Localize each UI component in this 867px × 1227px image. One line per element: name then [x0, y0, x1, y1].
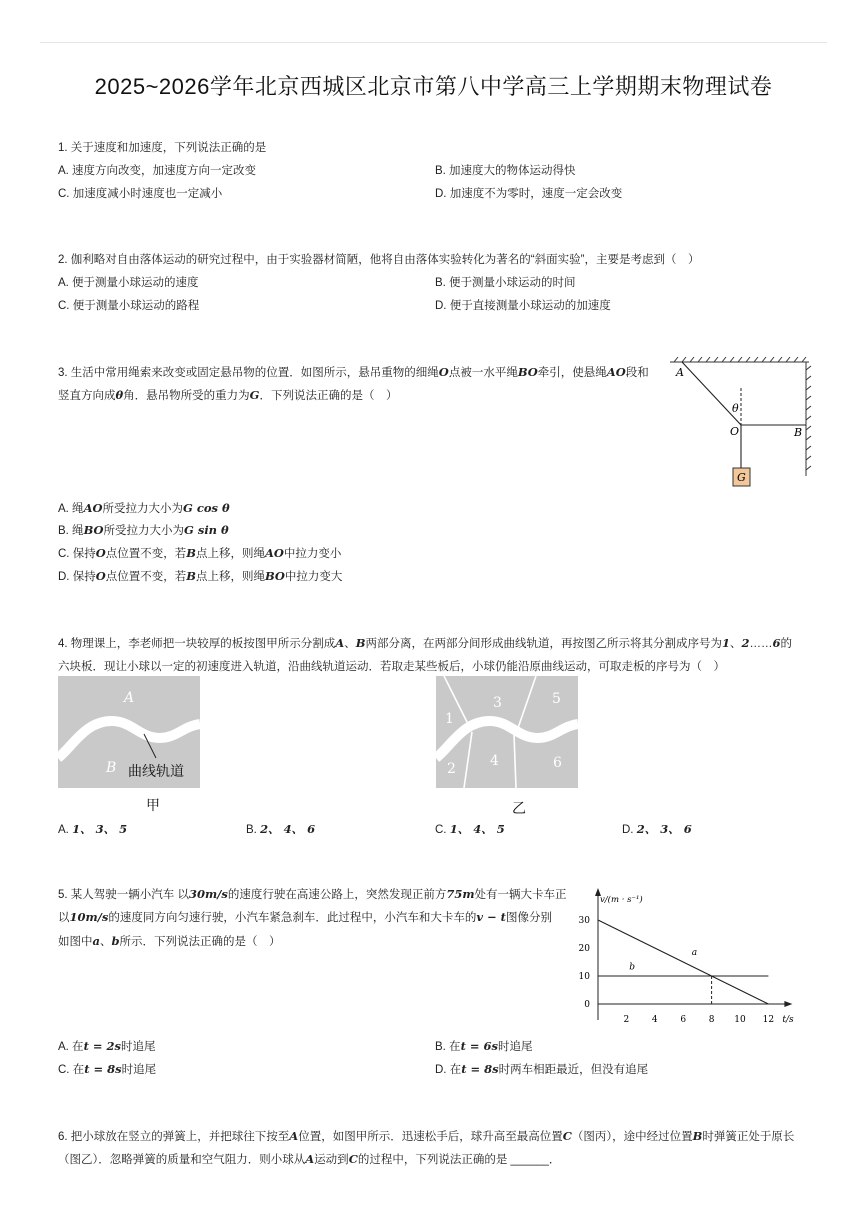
q6-stem-line2: （图乙）．忽略弹簧的质量和空气阻力．则小球从A运动到C的过程中，下列说法正确的是 ______．: [58, 1152, 561, 1166]
q5-option-c[interactable]: C. 在t = 8s时追尾: [58, 1062, 157, 1076]
label-g: G: [737, 471, 746, 484]
y-tick-label: 0: [584, 1000, 590, 1010]
q4-figure-jia: [58, 676, 202, 816]
page-title: 2025~2026学年北京西城区北京市第八中学高三上学期期末物理试卷: [94, 74, 773, 99]
x-tick-label: 6: [680, 1015, 687, 1025]
x-tick-label: 12: [762, 1015, 775, 1025]
q3-stem-line1: 3. 生活中常用绳索来改变或固定悬吊物的位置．如图所示，悬吊重物的细绳O点被一水平绳BO牵引，使悬绳AO段和: [58, 365, 649, 379]
q6-stem-line1: 6. 把小球放在竖立的弹簧上，并把球往下按至A位置，如图甲所示．迅速松手后，球升高至最高位置C（图丙），途中经过位置B时弹簧正处于原长: [58, 1129, 795, 1143]
x-tick-label: 2: [623, 1015, 630, 1025]
q1-option-c[interactable]: C. 加速度减小时速度也一定减小: [58, 188, 223, 200]
piece-4-label: 4: [490, 753, 499, 769]
series-label-a: a: [691, 948, 698, 958]
piece-1-label: 1: [445, 711, 454, 727]
q4-option-d[interactable]: D. 2、 3、 6: [622, 822, 692, 836]
region-b-label: B: [106, 760, 117, 776]
header-divider: [40, 42, 827, 43]
wall-hatch: [806, 362, 811, 476]
caption-jia: 甲: [146, 797, 160, 813]
q4-stem-line2: 六块板．现让小球以一定的初速度进入轨道，沿曲线轨道运动．若取走某些板后，小球仍能沿原曲线运动，可取走板的序号为（ ）: [58, 661, 725, 673]
x-tick-label: 8: [708, 1015, 715, 1025]
q3-figure: [666, 354, 816, 490]
x-tick-label: 4: [651, 1015, 658, 1025]
piece-5-label: 5: [552, 691, 561, 707]
q1-option-d[interactable]: D. 加速度不为零时，速度一定会改变: [435, 188, 623, 200]
q2-option-d[interactable]: D. 便于直接测量小球运动的加速度: [435, 300, 611, 312]
q5-vt-chart: [566, 882, 802, 1030]
x-axis-label: t/s: [782, 1015, 794, 1025]
q4-figure-yi: [436, 676, 580, 816]
q4-stem-line1: 4. 物理课上，李老师把一块较厚的板按图甲所示分割成A、B两部分离，在两部分间形成曲线轨道，再按图乙所示将其分割成序号为1、2……6的: [58, 636, 793, 650]
q5-option-d[interactable]: D. 在t = 8s时两车相距最近，但没有追尾: [435, 1062, 649, 1076]
piece-3-label: 3: [493, 695, 502, 711]
y-tick-label: 10: [578, 972, 590, 982]
q2-stem: 2. 伽利略对自由落体运动的研究过程中，由于实验器材简陋，他将自由落体实验转化为著名的“斜面实验”，主要是考虑到（ ）: [58, 254, 700, 266]
q2-option-b[interactable]: B. 便于测量小球运动的时间: [435, 277, 576, 289]
piece-2-label: 2: [447, 761, 456, 777]
y-axis-label: v/(m · s⁻¹): [600, 895, 643, 905]
x-axis-arrow: [784, 1001, 792, 1007]
y-tick-label: 30: [578, 916, 590, 926]
q4-option-a[interactable]: A. 1、 3、 5: [58, 822, 128, 836]
label-theta: θ: [732, 402, 739, 415]
q3-option-b[interactable]: B. 绳BO所受拉力大小为G sin θ: [58, 523, 229, 537]
q5-stem-line3: 如图中a、b所示．下列说法正确的是（ ）: [58, 934, 281, 948]
q5-stem-line2: 以10m/s的速度同方向匀速行驶，小汽车紧急刹车．此过程中，小汽车和大卡车的v − t图像分别: [58, 910, 552, 924]
series-label-b: b: [629, 962, 636, 973]
label-a: A: [676, 366, 684, 379]
q4-option-c[interactable]: C. 1、 4、 5: [435, 822, 505, 836]
q5-stem-line1: 5. 某人驾驶一辆小汽车 以30m/s的速度行驶在高速公路上，突然发现正前方75m处有一辆大卡车正: [58, 887, 567, 901]
q1-option-b[interactable]: B. 加速度大的物体运动得快: [435, 165, 576, 177]
label-b: B: [794, 426, 803, 439]
q5-option-b[interactable]: B. 在t = 6s时追尾: [435, 1039, 533, 1053]
label-o: O: [730, 425, 740, 438]
y-tick-label: 20: [578, 944, 590, 954]
q2-option-c[interactable]: C. 便于测量小球运动的路程: [58, 300, 200, 312]
q5-option-a[interactable]: A. 在t = 2s时追尾: [58, 1039, 156, 1053]
q1-option-a[interactable]: A. 速度方向改变，加速度方向一定改变: [58, 165, 257, 177]
q1-stem: 1. 关于速度和加速度，下列说法正确的是: [58, 142, 267, 154]
q6-answer-blank[interactable]: ______: [510, 1154, 549, 1166]
ceiling-hatch: [670, 357, 809, 362]
q3-option-d[interactable]: D. 保持O点位置不变，若B点上移，则绳BO中拉力变大: [58, 569, 343, 583]
track-label: 曲线轨道: [128, 763, 184, 779]
q3-option-c[interactable]: C. 保持O点位置不变，若B点上移，则绳AO中拉力变小: [58, 546, 342, 560]
q3-option-a[interactable]: A. 绳AO所受拉力大小为G cos θ: [58, 501, 230, 515]
region-a-label: A: [124, 690, 135, 706]
q2-option-a[interactable]: A. 便于测量小球运动的速度: [58, 277, 199, 289]
x-tick-label: 10: [734, 1015, 746, 1025]
q4-option-b[interactable]: B. 2、 4、 6: [246, 822, 316, 836]
piece-6-label: 6: [553, 755, 562, 771]
series-line-a: [598, 920, 768, 1004]
caption-yi: 乙: [512, 800, 526, 816]
rope-ao: [682, 362, 741, 425]
q3-stem-line2: 竖直方向成θ角．悬吊物所受的重力为G．下列说法正确的是（ ）: [58, 388, 398, 402]
